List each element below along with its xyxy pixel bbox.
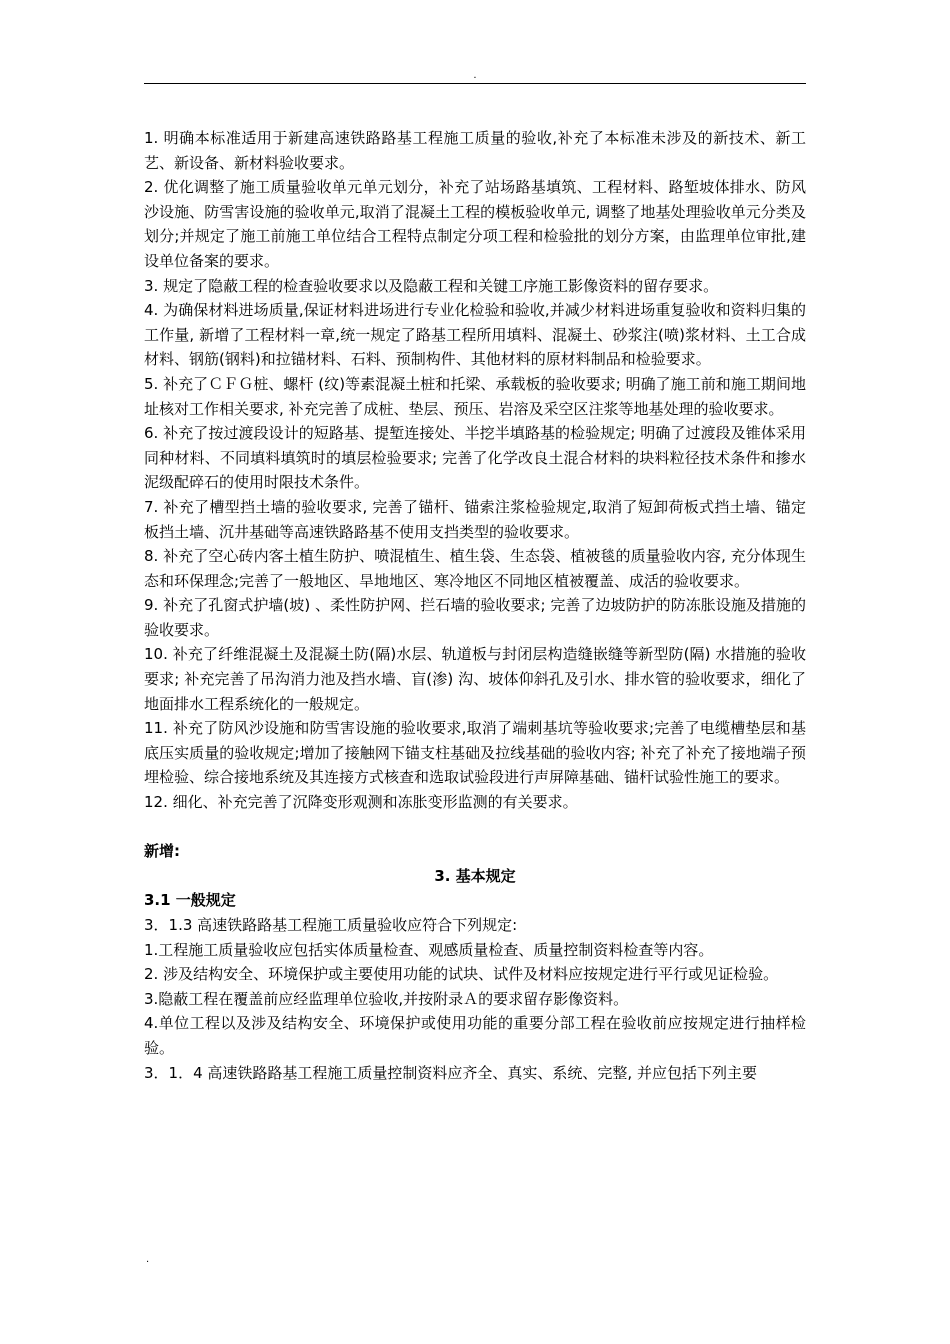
chapter-title: 3. 基本规定 — [434, 866, 516, 885]
header-mark: . — [473, 70, 477, 81]
list-item: 11. 补充了防风沙设施和防雪害设施的验收要求,取消了端刺基坑等验收要求;完善了电缆槽垫层和基底压实质量的验收规定;增加了接触网下锚支柱基础及拉线基础的验收内容; 补充了补充了接地端子预埋检验、综合接地系统及其连接方式核查和选取试验段进行声屏障基础、锚杆试验性施工的要求。 — [144, 719, 806, 787]
clause: 3．1．4 高速铁路路基工程施工质量控制资料应齐全、真实、系统、完整, 并应包括下列主要 — [144, 1063, 757, 1082]
list-item: 1. 明确本标准适用于新建高速铁路路基工程施工质量的验收,补充了本标准未涉及的新技术、新工艺、新设备、新材料验收要求。 — [144, 129, 806, 172]
clause: 3.隐蔽工程在覆盖前应经监理单位验收,并按附录Ａ的要求留存影像资料。 — [144, 989, 629, 1008]
clause: 4.单位工程以及涉及结构安全、环境保护或使用功能的重要分部工程在验收前应按规定进行抽样检验。 — [144, 1014, 806, 1057]
list-item: 4. 为确保材料进场质量,保证材料进场进行专业化检验和验收,并减少材料进场重复验收和资料归集的工作量, 新增了工程材料一章,统一规定了路基工程所用填料、混凝土、砂浆注(喷)浆材料、土工合成材料、钢筋(钢料)和拉锚材料、石料、预制构件、其他材料的原材料制品和检验要求。 — [144, 301, 806, 369]
list-item: 7. 补充了槽型挡土墙的验收要求, 完善了锚杆、锚索注浆检验规定,取消了短卸荷板式挡土墙、锚定板挡土墙、沉井基础等高速铁路路基不使用支挡类型的验收要求。 — [144, 497, 806, 541]
list-item: 2. 优化调整了施工质量验收单元单元划分，补充了站场路基填筑、工程材料、路堑坡体排水、防风沙设施、防雪害设施的验收单元,取消了混凝土工程的模板验收单元, 调整了地基处理验收单元分类及划分;并规定了施工前施工单位结合工程特点制定分项工程和检验批的划分方案，由监理单位审批,建设单位备案的要求。 — [144, 178, 806, 270]
list-item: 6. 补充了按过渡段设计的短路基、提堑连接处、半挖半填路基的检验规定; 明确了过渡段及锥体采用同种材料、不同填料填筑时的填层检验要求; 完善了化学改良土混合材料的块料粒径技术条件和掺水泥级配碎石的使用时限技术条件。 — [144, 424, 806, 492]
header-rule — [144, 83, 806, 84]
list-item: 9. 补充了孔窗式护墙(坡) 、柔性防护网、拦石墙的验收要求; 完善了边坡防护的防冻胀设施及措施的验收要求。 — [144, 596, 806, 639]
clause: 1.工程施工质量验收应包括实体质量检查、观感质量检查、质量控制资料检查等内容。 — [144, 940, 714, 959]
list-item: 3. 规定了隐蔽工程的检查验收要求以及隐蔽工程和关键工序施工影像资料的留存要求。 — [144, 276, 719, 295]
clause: 3．1.3 高速铁路路基工程施工质量验收应符合下列规定: — [144, 916, 518, 934]
new-label: 新增: — [144, 842, 180, 861]
section-title: 3.1 一般规定 — [144, 891, 236, 910]
list-item: 8. 补充了空心砖内客土植生防护、喷混植生、植生袋、生态袋、植被毯的质量验收内容, 充分体现生态和环保理念;完善了一般地区、旱地地区、寒冷地区不同地区植被覆盖、成活的验收要求。 — [144, 547, 806, 590]
list-item: 5. 补充了ＣＦＧ桩、螺杆 (纹)等素混凝土桩和托梁、承载板的验收要求; 明确了施工前和施工期间地址核对工作相关要求, 补充完善了成桩、垫层、预压、岩溶及采空区注浆等地基处理的验收要求。 — [144, 374, 806, 418]
spacer — [144, 815, 806, 840]
clause: 2. 涉及结构安全、环境保护或主要使用功能的试块、试件及材料应按规定进行平行或见证检验。 — [144, 965, 779, 984]
document-body — [144, 126, 806, 1085]
list-item: 10. 补充了纤维混凝土及混凝土防(隔)水层、轨道板与封闭层构造缝嵌缝等新型防(隔) 水措施的验收要求; 补充完善了吊沟消力池及挡水墙、盲(渗) 沟、坡体仰斜孔及引水、排水管的验收要求，细化了地面排水工程系统化的一般规定。 — [144, 645, 806, 713]
list-item: 12. 细化、补充完善了沉降变形观测和冻胀变形监测的有关要求。 — [144, 793, 578, 812]
footer-mark: . — [146, 1254, 150, 1265]
